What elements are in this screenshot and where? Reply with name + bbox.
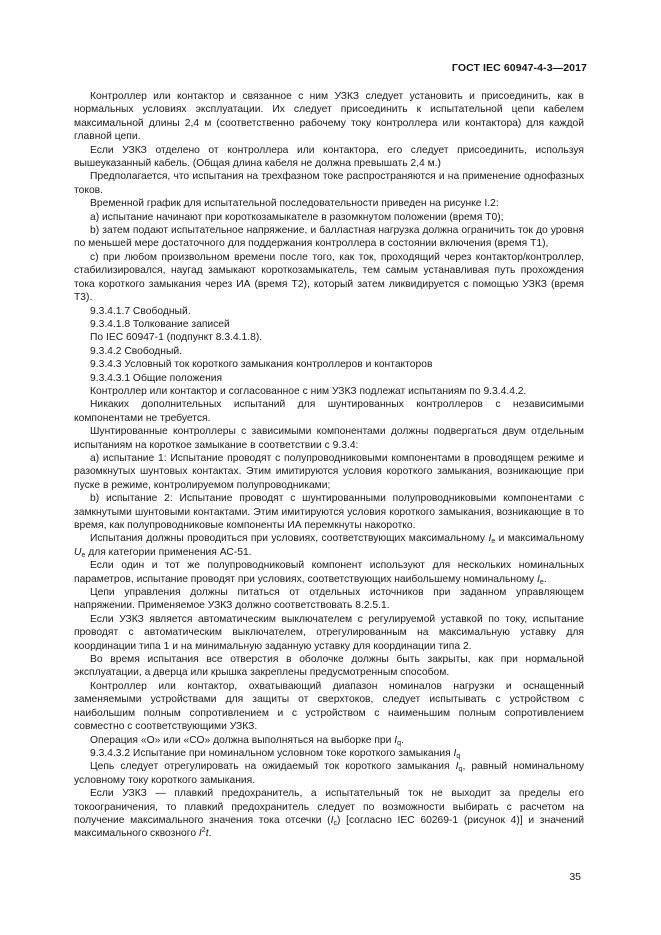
paragraph: Цепи управления должны питаться от отдельных источников при заданном управляющем напряжении. Применяемое УЗКЗ должно соответствовать 8.2.5.1.	[74, 587, 584, 612]
section-heading: 9.3.4.1.8 Толкование записей	[90, 318, 230, 330]
paragraph: Цепь следует отрегулировать на ожидаемый ток короткого замыкания $I_q$, равный номинальному условному току короткого замыкания.	[74, 761, 584, 786]
paragraph: Контроллер или контактор и согласованное с ним УЗКЗ подлежат испытаниям по 9.3.4.4.2.	[90, 385, 527, 397]
section-heading: 9.3.4.3.2 Испытание при номинальном условном токе короткого замыкания $I_q$	[90, 747, 461, 760]
section-heading: 9.3.4.3 Условный ток короткого замыкания контроллеров и контакторов	[90, 359, 433, 371]
list-item-b: b) затем подают испытательное напряжение, и балластная нагрузка должна ограничить ток до уровня по меньшей мере достаточного для поддержания контроллера в состоянии включения (время Т1),	[74, 225, 584, 250]
paragraph: Если УЗКЗ отделено от контроллера или контактора, его следует присоединить, используя вышеуказанный кабель. (Общая длина кабеля не должна превышать 2,4 м.)	[74, 144, 584, 170]
paragraph: Испытания должны проводиться при условиях, соответствующих максимальному $I_e$ и максимальному $U_e$ для категории применения АС-51.	[74, 533, 584, 559]
paragraph: Если УЗКЗ является автоматическим выключателем с регулируемой уставкой по току, испытание проводят с автоматическим выключателем, отрегулированным на максимальную уставку для координации типа 1 и на минимальную заданную уставку для координации типа 2.	[74, 613, 584, 652]
list-item-b: b) испытание 2: Испытание проводят с шунтированными полупроводниковыми компонентами с замкнутыми шунтовыми контактами. Этим имитируются условия короткого замыкания, возникающие в то время, как полупроводниковые компоненты ИА перемкнуты накоротко.	[74, 493, 584, 531]
paragraph: Операция «О» или «СО» должна выполняться на выборке при $I_q$.	[90, 734, 404, 747]
paragraph: Если УЗКЗ — плавкий предохранитель, а испытательный ток не выходит за пределы его токоограничения, то плавкий предохранитель следует по возможности выбирать с расчетом на получение максимального значения тока отсечки $(I_c)$ [согласно IEC 60269-1 (рисунок 4)] и значений максимального сквозного $I^2t$.	[74, 788, 584, 840]
page-number: 35	[569, 871, 581, 883]
section-heading: 9.3.4.1.7 Свободный.	[90, 305, 191, 317]
paragraph: Шунтированные контроллеры с зависимыми компонентами должны подвергаться двум отдельным испытаниям на короткое замыкание в соответствии с 9.3.4:	[74, 426, 584, 451]
paragraph: Никаких дополнительных испытаний для шунтированных контроллеров с независимыми компонентами не требуется.	[74, 399, 584, 424]
paragraph: Если один и тот же полупроводниковый компонент используют для нескольких номинальных параметров, испытание проводят при условиях, соответствующих наибольшему номинальному $I_e$.	[74, 560, 584, 586]
paragraph: Временной график для испытательной последовательности приведен на рисунке I.2:	[90, 198, 499, 210]
document-body	[74, 90, 584, 841]
section-heading: 9.3.4.3.1 Общие положения	[90, 372, 223, 384]
list-item-a: а) испытание начинают при короткозамыкателе в разомкнутом положении (время Т0);	[90, 211, 504, 223]
paragraph: Контроллер или контактор, охватывающий диапазон номиналов нагрузки и оснащенный заменяемыми устройствами для защиты от сверхтоков, следует испытывать с устройством с наибольшим полным сопротивлением и с устройством с наименьшим полным сопротивлением совместно с соответствующими УЗКЗ.	[74, 680, 584, 733]
list-item-a: а) испытание 1: Испытание проводят с полупроводниковыми компонентами в проводящем режиме и разомкнутых шунтовых контактах. Этим имитируются условия короткого замыкания, возникающие при пуске в режиме, контролируемом полупроводниками;	[74, 452, 584, 491]
section-heading: 9.3.4.2 Свободный.	[90, 345, 182, 357]
paragraph: Контроллер или контактор и связанное с ним УЗКЗ следует установить и присоединить, как в нормальных условиях эксплуатации. Их следует присоединить к испытательной цепи кабелем максимальной длины 2,4 м (соответственно рабочему току контроллера или контактора) для каждой главной цепи.	[74, 91, 584, 143]
standard-header: ГОСТ IEC 60947-4-3—2017	[451, 62, 587, 74]
paragraph: Во время испытания все отверстия в оболочке должны быть закрыты, как при нормальной эксплуатации, а дверца или крышка закреплены предусмотренным способом.	[74, 654, 584, 679]
paragraph: По IEC 60947-1 (подпункт 8.3.4.1.8).	[90, 332, 263, 344]
list-item-c: c) при любом произвольном времени после того, как ток, проходящий через контактор/контроллер, стабилизировался, наугад замыкают короткозамыкатель, тем самым устанавливая путь прохождения тока короткого замыкания через ИА (время Т2), который затем ликвидируется с помощью УЗКЗ (время Т3).	[74, 251, 584, 304]
paragraph: Предполагается, что испытания на трехфазном токе распространяются и на применение однофазных токов.	[74, 171, 584, 196]
